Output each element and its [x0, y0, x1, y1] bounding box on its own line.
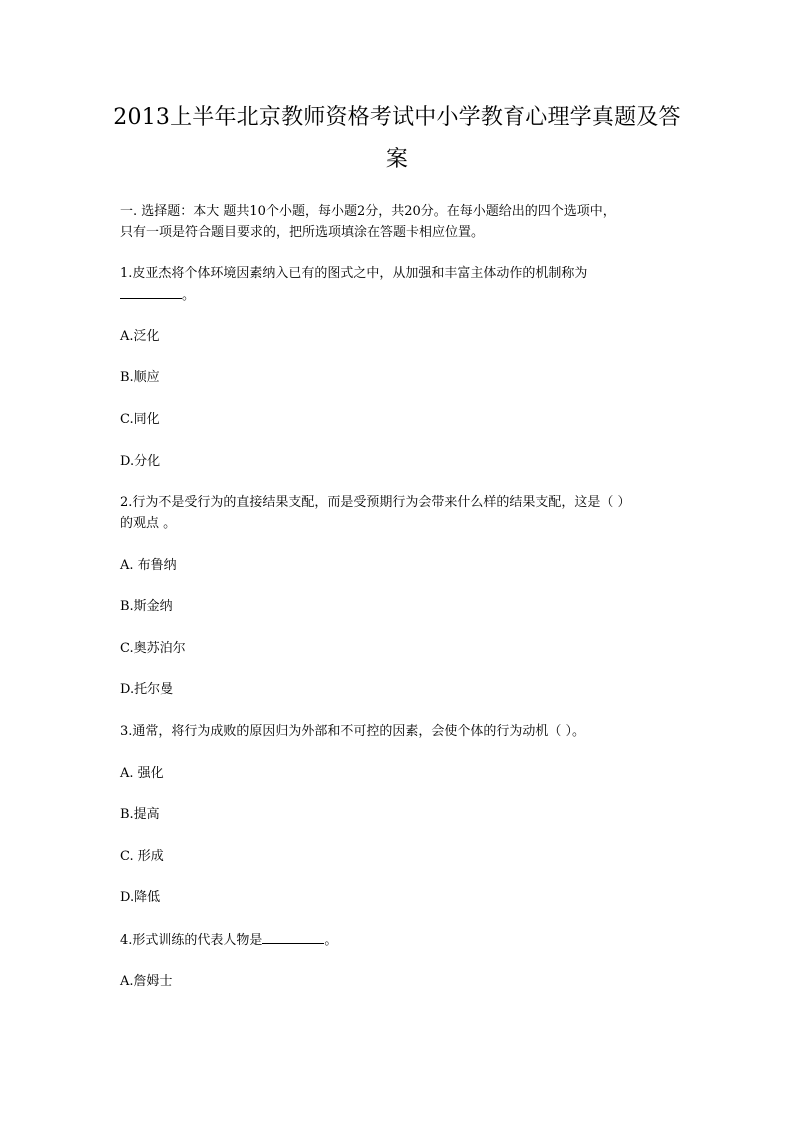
question-2-option-c: C.奥苏泊尔 — [120, 641, 186, 656]
question-3-option-b: B.提高 — [120, 807, 160, 822]
answer-blank — [262, 931, 324, 944]
question-4-stem-suffix: 。 — [324, 933, 338, 948]
question-3-option-c: C. 形成 — [120, 849, 164, 864]
document-title-line-1: 2013上半年北京教师资格考试中小学教育心理学真题及答 — [113, 105, 681, 130]
question-3-stem: 3.通常，将行为成败的原因归为外部和不可控的因素，会使个体的行为动机（ ）。 — [120, 724, 586, 739]
section-intro-line-1: 一. 选择题：本大 题共10个小题，每小题2分，共20分。在每小题给出的四个选项中， — [120, 204, 616, 219]
question-1-stem-line-2 — [120, 286, 195, 305]
question-2-stem-line-2: 的观点 。 — [120, 516, 177, 531]
question-2-option-b: B.斯金纳 — [120, 599, 173, 614]
question-4-stem-prefix: 4.形式训练的代表人物是 — [120, 933, 263, 948]
document-title-line-2: 案 — [385, 147, 409, 172]
question-1-option-a: A.泛化 — [120, 329, 160, 344]
question-4-option-a: A.詹姆士 — [120, 974, 173, 989]
question-1-stem-line-1: 1.皮亚杰将个体环境因素纳入已有的图式之中，从加强和丰富主体动作的机制称为 — [120, 266, 588, 281]
question-3-option-a: A. 强化 — [120, 766, 164, 781]
question-3-option-d: D.降低 — [120, 890, 161, 905]
question-1-option-d: D.分化 — [120, 454, 161, 469]
question-2-option-a: A. 布鲁纳 — [120, 558, 177, 573]
section-intro-line-2: 只有一项是符合题目要求的，把所选项填涂在答题卡相应位置。 — [120, 225, 485, 240]
answer-blank — [120, 286, 182, 299]
question-1-stem-suffix: 。 — [182, 288, 196, 303]
question-4-stem — [120, 931, 337, 950]
question-2-stem-line-1: 2.行为不是受行为的直接结果支配，而是受预期行为会带来什么样的结果支配，这是（ ） — [120, 495, 631, 510]
question-1-option-c: C.同化 — [120, 412, 160, 427]
question-2-option-d: D.托尔曼 — [120, 682, 174, 697]
question-1-option-b: B.顺应 — [120, 370, 160, 385]
